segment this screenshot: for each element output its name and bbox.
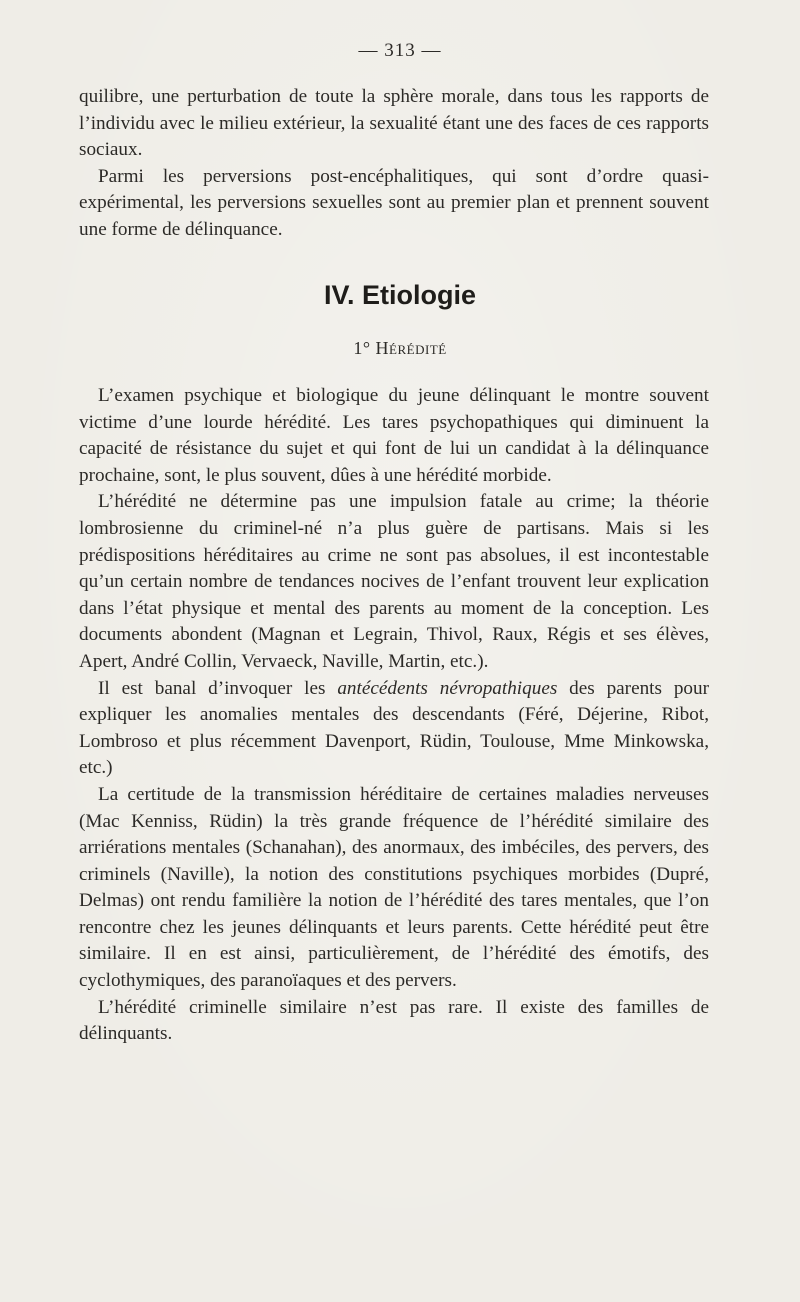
paragraph: La certitude de la transmission héréditaire de certaines maladies nerveuses (Mac Kenniss, Rüdin) la très grande fréquence de l’hérédité similaire des arriérations mentales (Schanahan), des anormaux, des imbéciles, des pervers, des criminels (Naville), la notion des constitutions psychiques morbides (Dupré, Delmas) ont rendu familière la notion de l’hérédité des tares mentales, que l’on rencontre chez les jeunes délinquants et leurs parents. Cette hérédité peut être similaire. Il en est ainsi, particulièrement, de l’hérédité des émotifs, des cyclothymiques, des paranoïaques et des pervers. xyxy=(79,783,709,992)
section-heading: IV. Etiologie xyxy=(323,280,477,310)
paragraph: L’hérédité criminelle similaire n’est pas rare. Il existe des familles de délinquants. xyxy=(79,996,709,1045)
paragraph-text: des parents pour expliquer les anomalies mentales des descendants (Féré, Déjerine, Ribot, Lombroso et plus récemment Davenport, Rüdin, Toulouse, Mme Minkowska, etc.) xyxy=(79,677,709,779)
subsection-number: 1° xyxy=(353,338,371,358)
intro-text xyxy=(79,84,709,244)
paragraph-text: Il est banal d’invoquer les xyxy=(98,677,338,699)
page-number: — 313 — xyxy=(358,40,442,61)
paragraph: L’examen psychique et biologique du jeune délinquant le montre souvent victime d’une lourde hérédité. Les tares psychopathiques qui diminuent la capacité de résistance du sujet et qui font de lui un candidat à la délinquance prochaine, sont, le plus souvent, dûes à une hérédité morbide. xyxy=(79,385,709,486)
paragraph: L’hérédité ne détermine pas une impulsion fatale au crime; la théorie lombrosienne du criminel-né n’a plus guère de partisans. Mais si les prédispositions héréditaires au crime ne sont pas absolues, il est incontestable qu’un certain nombre de tendances nocives de l’enfant trouvent leur explication dans l’état physique et mental des parents au moment de la conception. Les documents abondent (Magnan et Legrain, Thivol, Raux, Régis et ses élèves, Apert, André Collin, Vervaeck, Naville, Martin, etc.). xyxy=(79,491,709,672)
paragraph xyxy=(79,676,709,782)
italic-phrase: antécédents névropathiques xyxy=(337,677,558,699)
paragraph: quilibre, une perturbation de toute la sphère morale, dans tous les rapports de l’individu avec le milieu extérieur, la sexualité étant une des faces de ces rapports sociaux. xyxy=(79,86,709,161)
subsection-heading xyxy=(0,338,800,359)
body-text xyxy=(79,383,709,1048)
paragraph: Parmi les perversions post-encéphalitiques, qui sont d’ordre quasi-expérimental, les perversions sexuelles sont au premier plan et prennent souvent une forme de délinquance. xyxy=(79,165,709,240)
subsection-title: Hérédité xyxy=(375,338,447,358)
